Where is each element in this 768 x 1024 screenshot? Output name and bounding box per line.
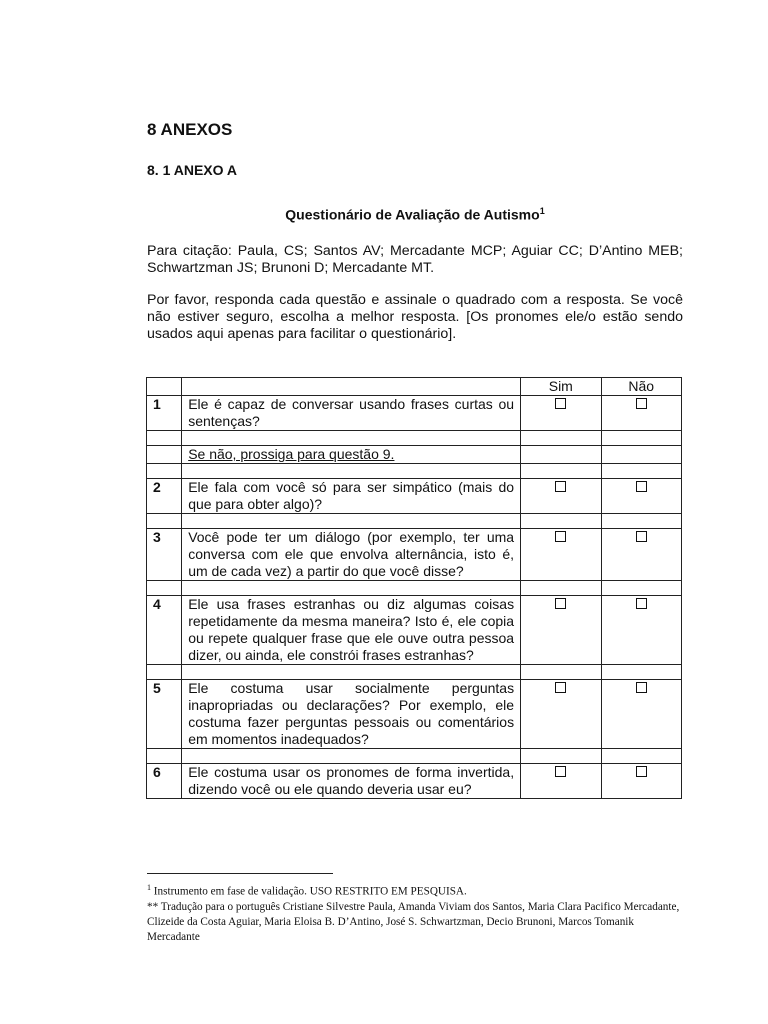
question-text: Ele fala com você só para ser simpático (mais do que para obter algo)? bbox=[182, 479, 521, 514]
footnote-2: ** Tradução para o português Cristiane Silvestre Paula, Amanda Viviam dos Santos, Maria Clara Pacifico Mercadante, Clizeide da Costa Aguiar, Maria Eloisa B. D’Antino, José S. Schwartzman, Decio Brunoni, Marcos Tomanik Mercadante bbox=[147, 900, 680, 943]
instructions-paragraph: Por favor, responda cada questão e assinale o quadrado com a resposta. Se você não estiver seguro, escolha a melhor resposta. [Os pronomes ele/o estão sendo usados aqui apenas para facilitar o questionário]. bbox=[147, 292, 683, 342]
answer-yes-cell bbox=[521, 396, 601, 431]
checkbox-no[interactable] bbox=[636, 598, 647, 609]
skip-instruction-row bbox=[147, 446, 682, 464]
question-text: Ele costuma usar socialmente perguntas inapropriadas ou declarações? Por exemplo, ele costuma fazer perguntas pessoais ou comentários em momentos inadequados? bbox=[182, 680, 521, 749]
question-number: 1 bbox=[147, 396, 182, 431]
answer-no-cell bbox=[601, 596, 681, 665]
subsection-title: 8. 1 ANEXO A bbox=[147, 162, 237, 178]
citation-paragraph: Para citação: Paula, CS; Santos AV; Mercadante MCP; Aguiar CC; D’Antino MEB; Schwartzman JS; Brunoni D; Mercadante MT. bbox=[147, 243, 683, 276]
checkbox-yes[interactable] bbox=[555, 598, 566, 609]
checkbox-yes[interactable] bbox=[555, 398, 566, 409]
checkbox-no[interactable] bbox=[636, 766, 647, 777]
question-number: 4 bbox=[147, 596, 182, 665]
spacer-row bbox=[147, 749, 682, 764]
column-header-no: Não bbox=[601, 378, 681, 396]
checkbox-no[interactable] bbox=[636, 398, 647, 409]
spacer-row bbox=[147, 665, 682, 680]
checkbox-no[interactable] bbox=[636, 531, 647, 542]
footnote-1-mark: 1 bbox=[147, 883, 151, 892]
checkbox-yes[interactable] bbox=[555, 481, 566, 492]
table-row bbox=[147, 479, 682, 514]
table-row bbox=[147, 529, 682, 581]
header-empty-cell bbox=[147, 378, 182, 396]
footnotes bbox=[147, 880, 687, 945]
answer-yes-cell bbox=[521, 596, 601, 665]
answer-yes-cell bbox=[521, 479, 601, 514]
question-number: 5 bbox=[147, 680, 182, 749]
table-row bbox=[147, 396, 682, 431]
spacer-row bbox=[147, 581, 682, 596]
empty-cell bbox=[521, 446, 601, 464]
answer-no-cell bbox=[601, 479, 681, 514]
footnote-ref: 1 bbox=[539, 206, 545, 216]
checkbox-no[interactable] bbox=[636, 481, 647, 492]
header-empty-cell bbox=[182, 378, 521, 396]
empty-cell bbox=[147, 446, 182, 464]
footnote-1 bbox=[147, 880, 687, 900]
column-header-yes: Sim bbox=[521, 378, 601, 396]
answer-no-cell bbox=[601, 764, 681, 799]
question-number: 6 bbox=[147, 764, 182, 799]
footnote-divider bbox=[147, 873, 333, 874]
answer-yes-cell bbox=[521, 529, 601, 581]
question-text: Ele costuma usar os pronomes de forma invertida, dizendo você ou ele quando deveria usar eu? bbox=[182, 764, 521, 799]
question-text: Você pode ter um diálogo (por exemplo, ter uma conversa com ele que envolva alternância, isto é, um de cada vez) a partir do que você disse? bbox=[182, 529, 521, 581]
table-header-row bbox=[147, 378, 682, 396]
table-row bbox=[147, 680, 682, 749]
spacer-row bbox=[147, 514, 682, 529]
checkbox-yes[interactable] bbox=[555, 682, 566, 693]
answer-no-cell bbox=[601, 529, 681, 581]
table-row bbox=[147, 764, 682, 799]
spacer-row bbox=[147, 464, 682, 479]
table-row bbox=[147, 596, 682, 665]
empty-cell bbox=[601, 446, 681, 464]
checkbox-yes[interactable] bbox=[555, 766, 566, 777]
answer-no-cell bbox=[601, 396, 681, 431]
footnote-1-text: Instrumento em fase de validação. USO RESTRITO EM PESQUISA. bbox=[153, 885, 467, 898]
checkbox-no[interactable] bbox=[636, 682, 647, 693]
question-number: 2 bbox=[147, 479, 182, 514]
question-text: Ele é capaz de conversar usando frases curtas ou sentenças? bbox=[182, 396, 521, 431]
question-text: Ele usa frases estranhas ou diz algumas coisas repetidamente da mesma maneira? Isto é, ele copia ou repete qualquer frase que ele ouve outra pessoa dizer, ou ainda, ele constrói frases estranhas? bbox=[182, 596, 521, 665]
questionnaire-title-text: Questionário de Avaliação de Autismo bbox=[285, 206, 540, 223]
answer-yes-cell bbox=[521, 764, 601, 799]
answer-no-cell bbox=[601, 680, 681, 749]
spacer-row bbox=[147, 431, 682, 446]
skip-instruction: Se não, prossiga para questão 9. bbox=[188, 446, 395, 462]
section-title: 8 ANEXOS bbox=[147, 120, 233, 139]
checkbox-yes[interactable] bbox=[555, 531, 566, 542]
question-number: 3 bbox=[147, 529, 182, 581]
answer-yes-cell bbox=[521, 680, 601, 749]
questionnaire-table bbox=[146, 377, 682, 799]
questionnaire-title bbox=[147, 206, 683, 223]
